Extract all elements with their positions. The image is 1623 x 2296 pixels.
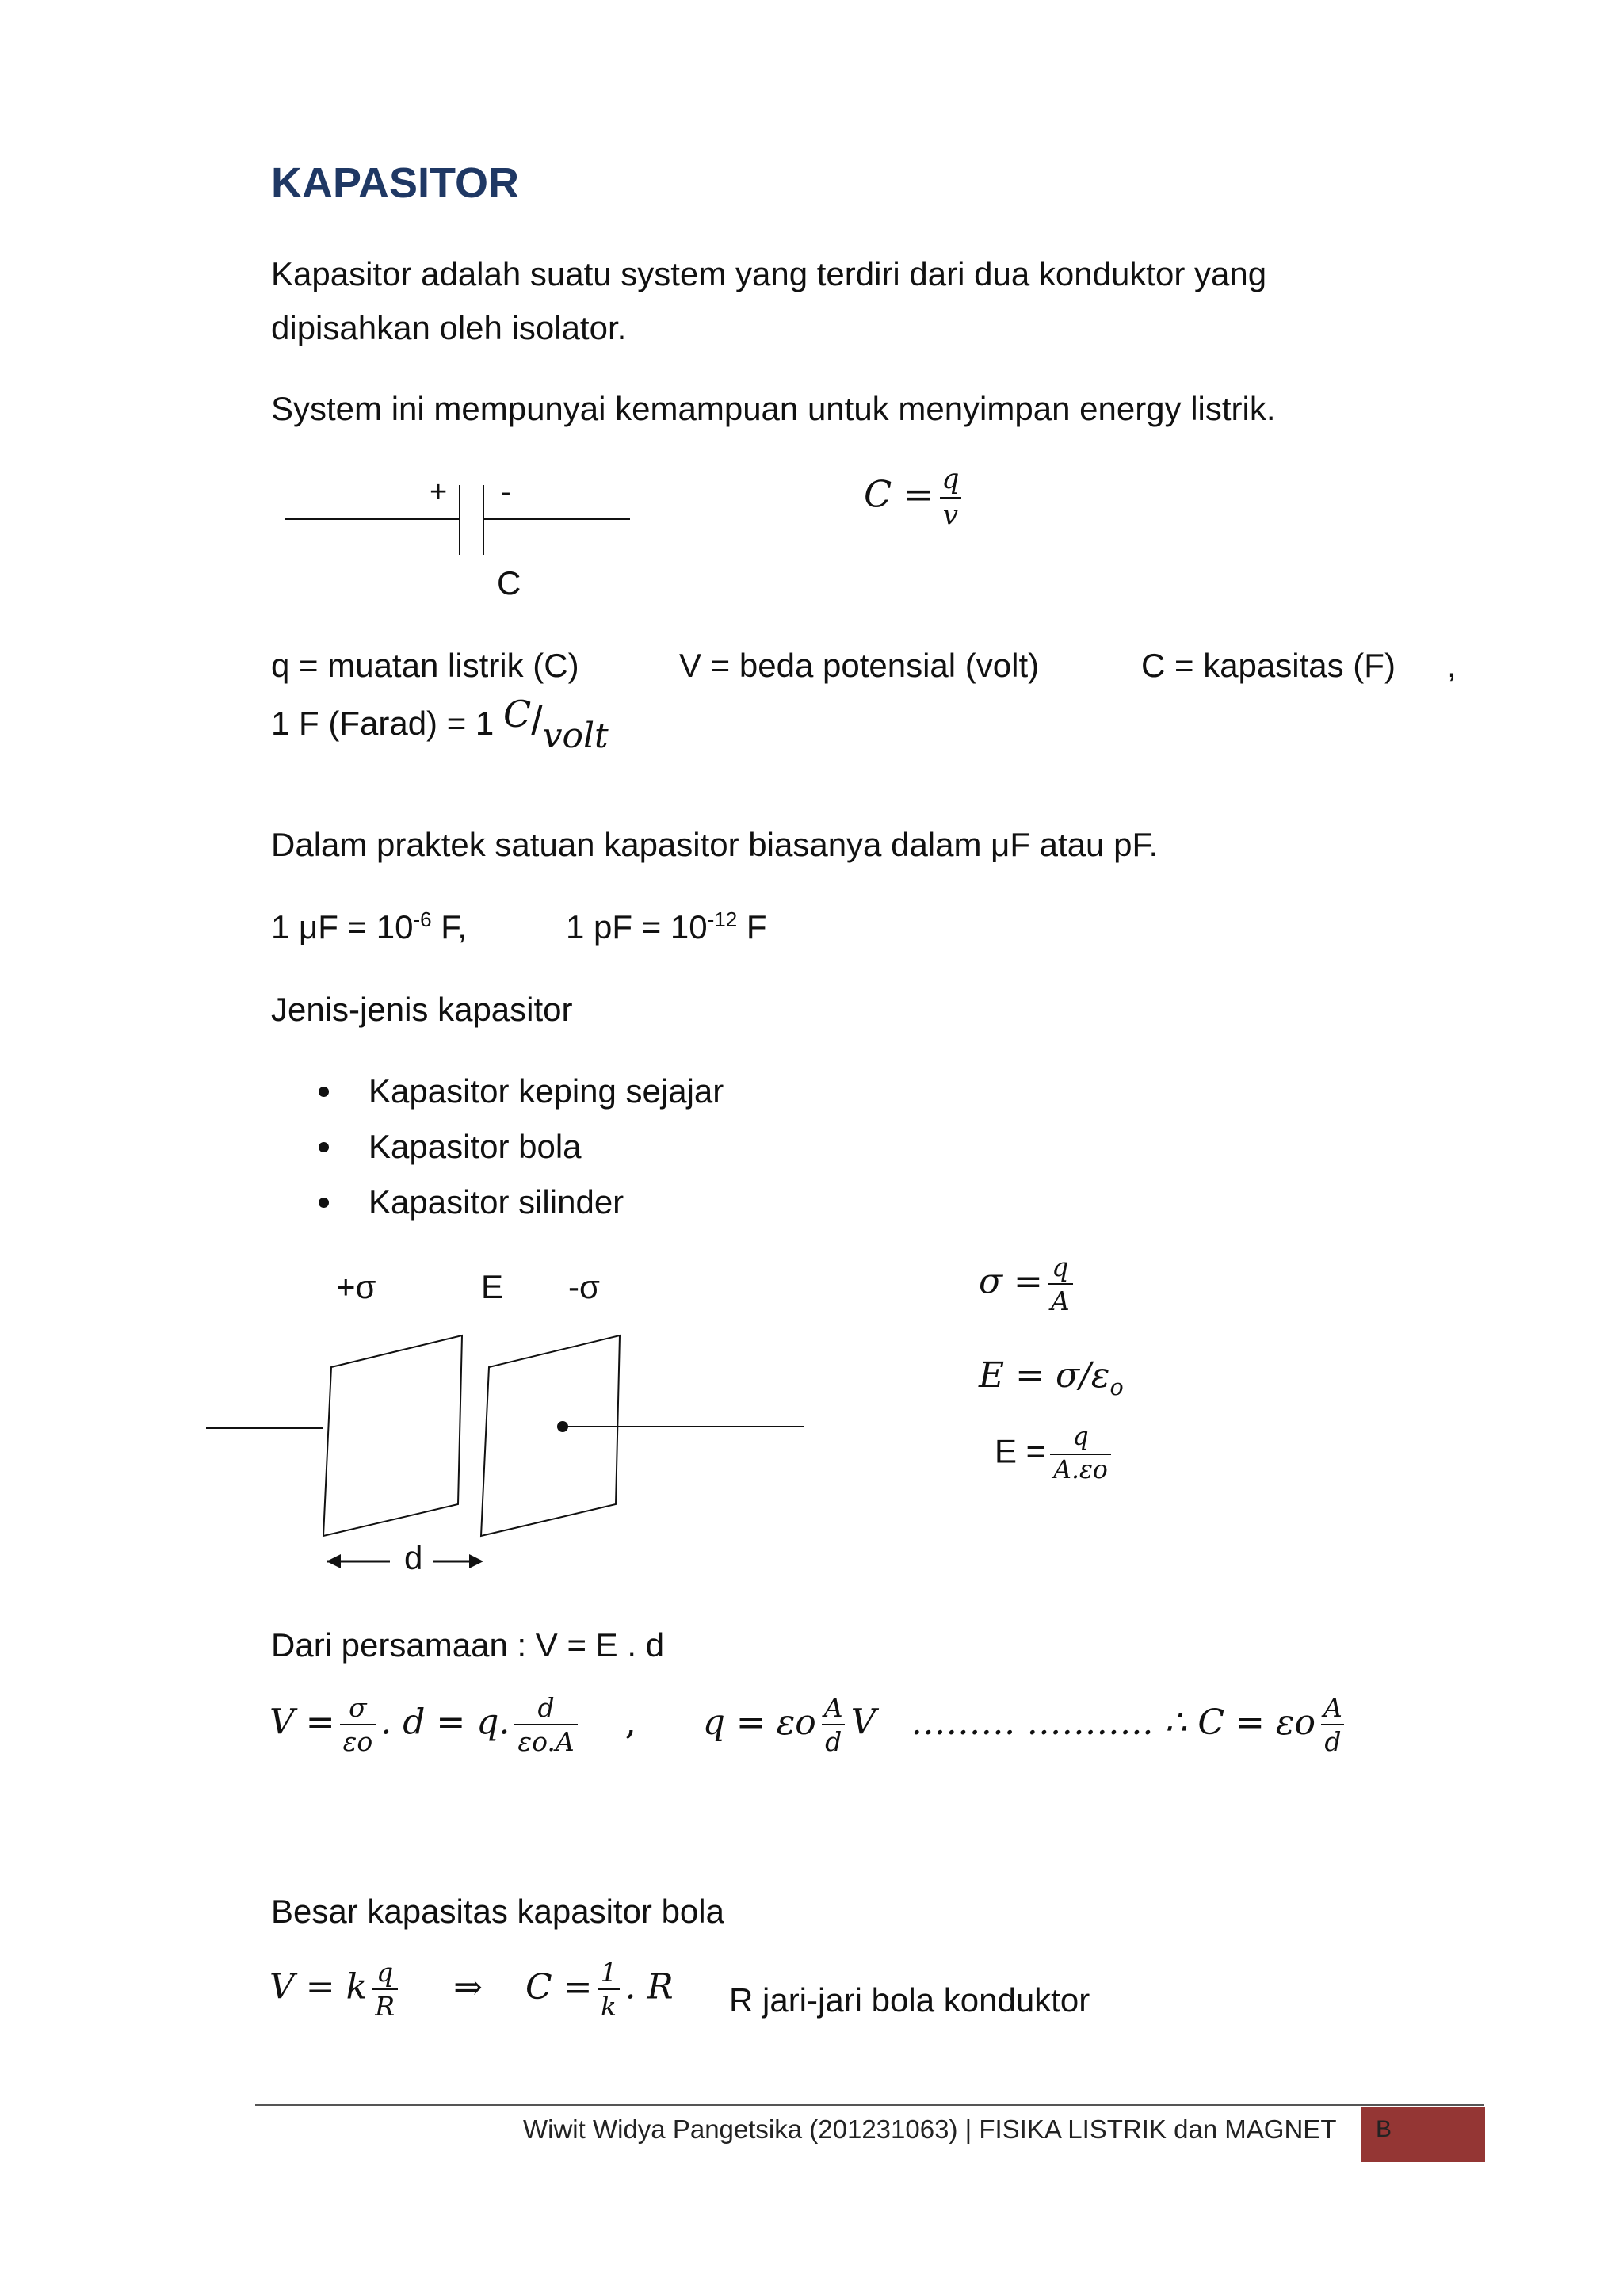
- farad-definition: [271, 693, 609, 756]
- pf-prefix: 1 pF = 10: [566, 908, 708, 946]
- e-q-num: q: [1072, 1423, 1089, 1451]
- farad-c: C: [502, 693, 532, 735]
- sphere-v-lhs: V = k: [269, 1966, 368, 2008]
- capacitor-minus-label: -: [501, 476, 511, 509]
- field-e-label: E: [481, 1268, 504, 1305]
- deriv-v-lhs: V =: [269, 1702, 335, 1743]
- formula-e-q: [995, 1425, 1116, 1483]
- formula-capacitance: [864, 466, 967, 529]
- uf-exponent: -6: [413, 907, 432, 931]
- definition-comma: ,: [1447, 647, 1457, 684]
- uf-suffix: F,: [431, 908, 467, 946]
- deriv-dots-therefore: ……… ……….. ∴ C = εo: [911, 1702, 1316, 1743]
- deriv-q-tail: V: [850, 1702, 876, 1743]
- e-sigma-sub: o: [1109, 1373, 1124, 1400]
- derivation-equation: [269, 1694, 1350, 1755]
- uf-prefix: 1 μF = 10: [271, 908, 414, 946]
- bullet-icon: [319, 1087, 329, 1097]
- minus-sigma-label: -σ: [568, 1268, 600, 1305]
- capacitor-plus-label: +: [430, 476, 448, 509]
- deriv-v-mid: . d = q.: [380, 1702, 510, 1743]
- pf-exponent: -12: [707, 907, 738, 931]
- unit-picofarad: [566, 900, 767, 953]
- intro-line-2: dipisahkan oleh isolator.: [271, 309, 627, 346]
- derivation-heading: Dari persamaan : V = E . d: [271, 1626, 665, 1664]
- deriv-q-lhs: q = εo: [702, 1702, 816, 1743]
- list-item: Kapasitor silinder: [319, 1175, 724, 1230]
- formula-c-num: q: [941, 464, 960, 495]
- formula-e-sigma: [979, 1355, 1124, 1400]
- types-heading: Jenis-jenis kapasitor: [271, 991, 573, 1028]
- types-list: [319, 1064, 724, 1230]
- formula-sigma: [979, 1251, 1078, 1316]
- formula-c-den: v: [940, 497, 962, 529]
- e-sigma-eq: E = σ/ε: [979, 1355, 1110, 1396]
- parallel-plates-diagram: [198, 1316, 816, 1585]
- capacitor-c-label: C: [497, 564, 521, 602]
- units-intro: Dalam praktek satuan kapasitor biasanya dalam μF atau pF.: [271, 826, 1159, 863]
- sphere-v-num: q: [376, 1957, 394, 1988]
- deriv-v-num: σ: [349, 1692, 367, 1723]
- definition-v: V = beda potensial (volt): [679, 647, 1040, 684]
- footer-divider: [255, 2104, 1484, 2106]
- sigma-num: q: [1052, 1251, 1069, 1282]
- sphere-equation: [269, 1957, 674, 2022]
- definition-c: C = kapasitas (F): [1141, 647, 1396, 684]
- intro-line-3: System ini mempunyai kemampuan untuk menyimpan energy listrik.: [271, 390, 1276, 427]
- deriv-c-den: d: [1321, 1724, 1344, 1755]
- bullet-icon: [319, 1198, 329, 1208]
- unit-microfarad: [271, 900, 467, 953]
- sphere-c-lhs: C =: [525, 1966, 593, 2008]
- footer-page-letter: B: [1376, 2116, 1392, 2142]
- sigma-den: A: [1048, 1283, 1073, 1314]
- intro-line-1: Kapasitor adalah suatu system yang terdiri dari dua konduktor yang: [271, 255, 1267, 292]
- sphere-c-num: 1: [600, 1957, 617, 1988]
- deriv-q-num: A: [823, 1692, 843, 1723]
- footer-text: Wiwit Widya Pangetsika (201231063) | FISIKA LISTRIK dan MAGNET: [523, 2115, 1337, 2144]
- definition-q: q = muatan listrik (C): [271, 647, 579, 684]
- list-item: Kapasitor keping sejajar: [319, 1064, 724, 1119]
- plus-sigma-label: +σ: [336, 1268, 376, 1305]
- pf-suffix: F: [737, 908, 767, 946]
- implies-arrow-icon: ⇒: [453, 1966, 483, 2008]
- e-q-den: A.εo: [1050, 1454, 1111, 1484]
- farad-volt: volt: [542, 716, 609, 756]
- formula-c-lhs: C =: [864, 472, 934, 516]
- sphere-note: R jari-jari bola konduktor: [729, 1981, 1090, 2019]
- deriv-v-den: εo: [340, 1724, 376, 1755]
- sphere-c-tail: . R: [624, 1966, 674, 2008]
- farad-slash: /: [531, 698, 543, 744]
- list-item: Kapasitor bola: [319, 1119, 724, 1175]
- capacitor-symbol-diagram: [277, 476, 642, 618]
- deriv-comma: ,: [624, 1702, 636, 1743]
- e-q-lhs: E =: [995, 1432, 1046, 1470]
- distance-d-label: d: [404, 1539, 423, 1576]
- deriv-v2-den: εo.A: [514, 1724, 577, 1755]
- page-title: KAPASITOR: [271, 159, 520, 207]
- deriv-v2-num: d: [537, 1692, 555, 1723]
- bullet-icon: [319, 1142, 329, 1152]
- sigma-lhs: σ =: [979, 1261, 1043, 1302]
- deriv-c-num: A: [1323, 1692, 1342, 1723]
- sphere-v-den: R: [372, 1988, 398, 2019]
- sphere-heading: Besar kapasitas kapasitor bola: [271, 1893, 724, 1930]
- farad-prefix: 1 F (Farad) = 1: [271, 705, 495, 742]
- sphere-c-den: k: [598, 1988, 620, 2019]
- deriv-q-den: d: [822, 1724, 845, 1755]
